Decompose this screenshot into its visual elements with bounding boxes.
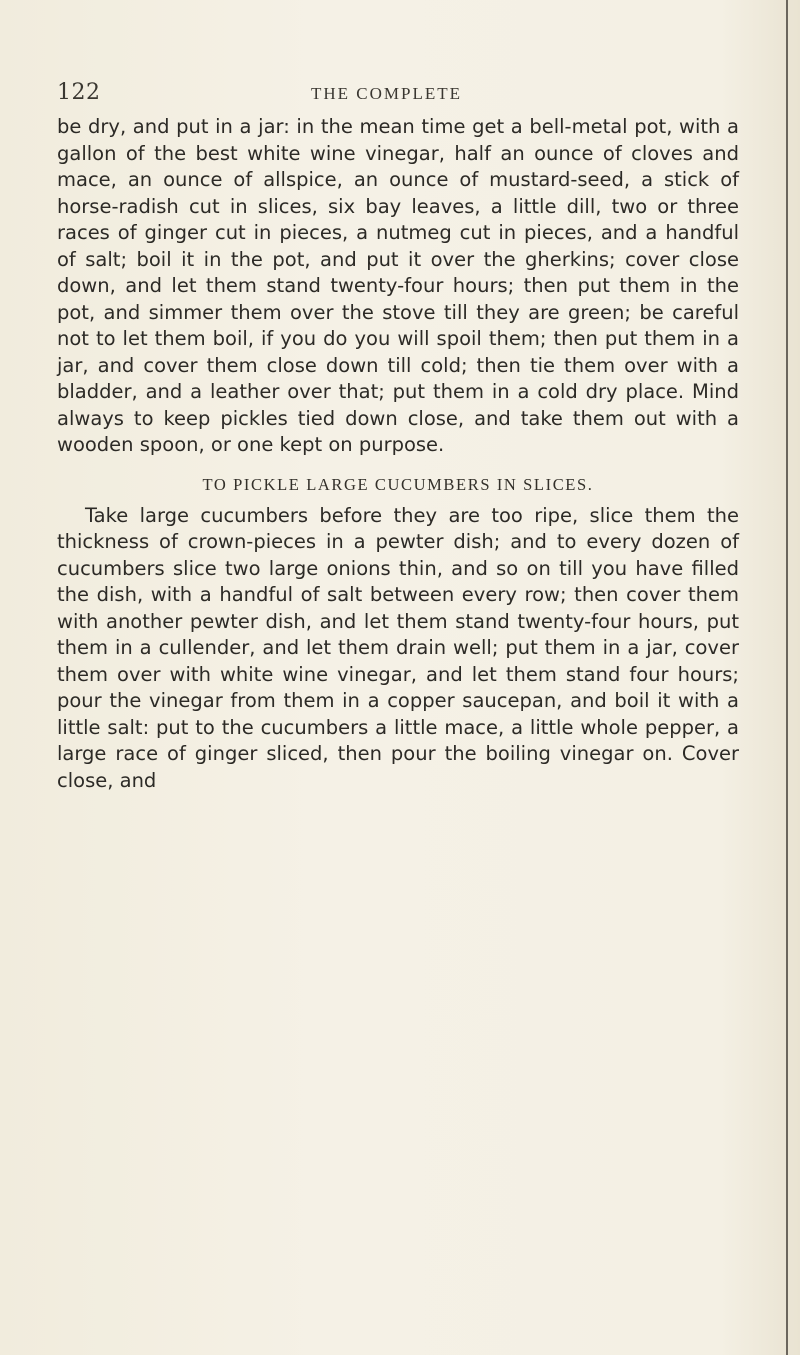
page-number: 122 <box>57 80 101 105</box>
running-head: THE COMPLETE <box>311 84 463 103</box>
section-paragraph: Take large cucumbers before they are too ripe, slice them the thickness of crown-pieces in a pewter dish; and to every dozen of cucumbers slice two large onions thin, and so on till you have filled the dish, with a handful of salt between every row; then cover them with another pewter dish, and let them stand twenty-four hours, put them in a cullender, and let them drain well; put them in a jar, cover them over with white wine vinegar, and let them stand four hours; pour the vinegar from them in a copper saucepan, and boil it with a little salt: put to the cucumbers a little mace, a little whole pepper, a large race of ginger sliced, then pour the boiling vinegar on. Cover close, and <box>57 503 739 792</box>
section-heading: TO PICKLE LARGE CUCUMBERS IN SLICES. <box>202 474 594 494</box>
page-body <box>57 114 739 794</box>
page-header <box>57 80 737 110</box>
page-edge-rule <box>786 0 788 1355</box>
continuation-paragraph: be dry, and put in a jar: in the mean time get a bell-metal pot, with a gallon of the best white wine vinegar, half an ounce of cloves and mace, an ounce of allspice, an ounce of mustard-seed, a stick of horse-radish cut in slices, six bay leaves, a little dill, two or three races of ginger cut in pieces, a nutmeg cut in pieces, and a handful of salt; boil it in the pot, and put it over the gherkins; cover close down, and let them stand twenty-four hours; then put them in the pot, and simmer them over the stove till they are green; be careful not to let them boil, if you do you will spoil them; then put them in a jar, and cover them close down till cold; then tie them over with a bladder, and a leather over that; put them in a cold dry place. Mind always to keep pickles tied down close, and take them out with a wooden spoon, or one kept on purpose. <box>57 115 739 456</box>
